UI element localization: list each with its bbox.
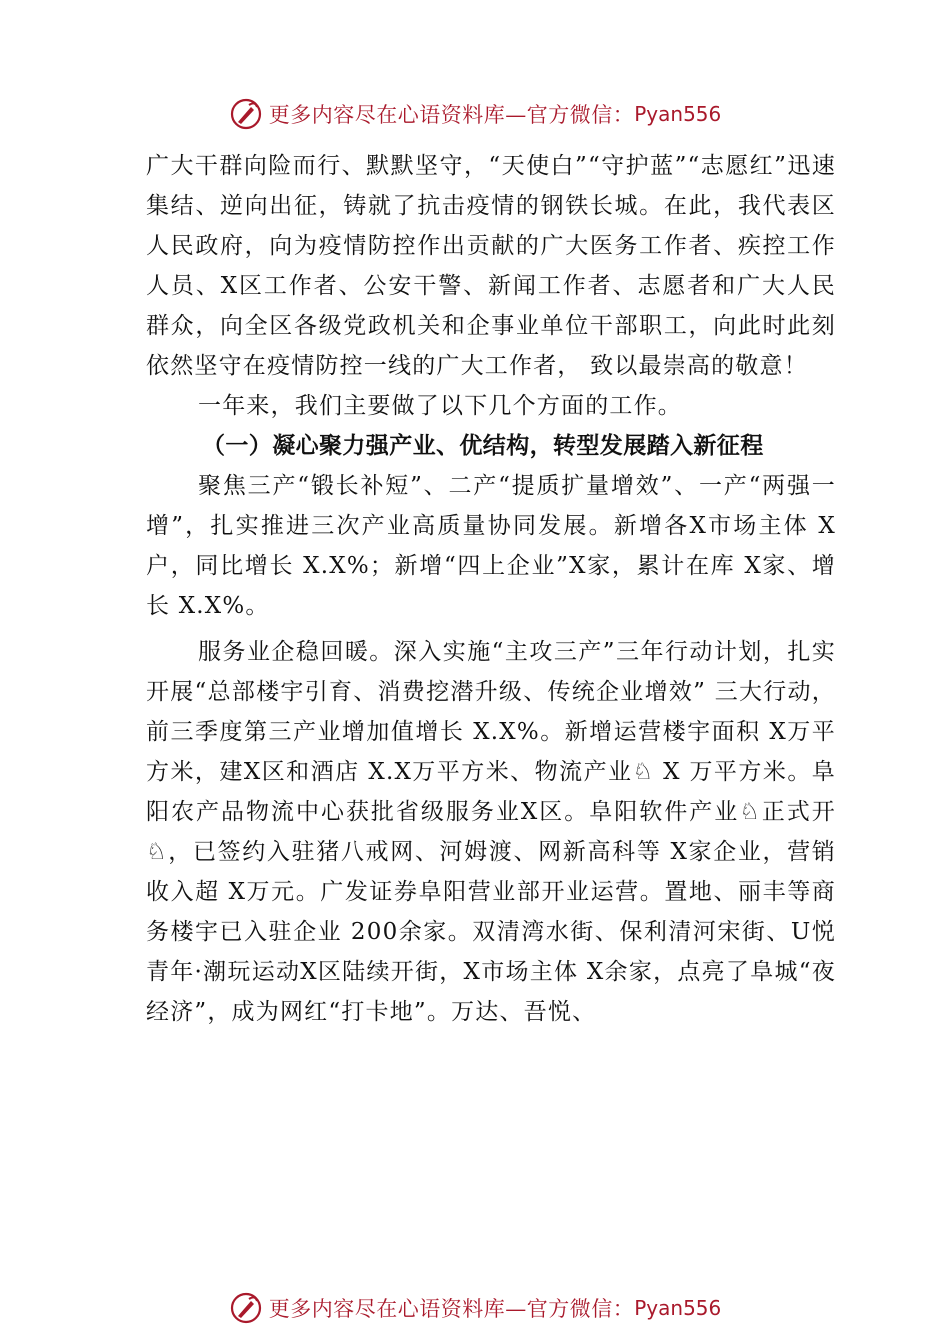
paragraph-services: 服务业企稳回暖。深入实施“主攻三产”三年行动计划，扎实开展“总部楼宇引育、消费挖潜升级、传统企业增效” 三大行动，前三季度第三产业增加值增长 X.X%。新增运营楼宇面积 X万平方米，建X区和酒店 X.X万平方米、物流产业♘ X 万平方米。阜阳农产品物流中心获批省级服务业X区。阜阳软件产业♘正式开♘，已签约入驻猪八戒网、河姆渡、网新高科等 X家企业，营销收入超 X万元。广发证券阜阳营业部开业运营。置地、丽丰等商务楼宇已入驻企业 200余家。双清湾水街、保利清河宋街、U悦青年·潮玩运动X区陆续开街，X市场主体 X余家，点亮了阜城“夜经济”，成为网红“打卡地”。万达、吾悦、: [146, 639, 836, 1025]
paragraph-industry: 聚焦三产“锻长补短”、二产“提质扩量增效”、一产“两强一增”，扎实推进三次产业高质量协同发展。新增各X市场主体 X户，同比增长 X.X%；新增“四上企业”X家，累计在库 X家、增长 X.X%。: [146, 473, 836, 619]
watermark-banner-bottom: [0, 1290, 950, 1326]
watermark-banner-top: [0, 96, 950, 132]
pen-nib-logo-icon: [229, 97, 263, 131]
paragraph-summary: 一年来，我们主要做了以下几个方面的工作。: [198, 393, 682, 419]
pen-nib-logo-icon: [229, 1291, 263, 1325]
banner-wechat-id: Pyan556: [634, 102, 722, 126]
section-heading: （一）凝心聚力强产业、优结构，转型发展踏入新征程: [202, 432, 764, 459]
banner-wechat-id: Pyan556: [634, 1296, 722, 1320]
banner-text: 更多内容尽在心语资料库—官方微信：: [268, 103, 635, 127]
banner-text: 更多内容尽在心语资料库—官方微信：: [268, 1297, 635, 1321]
document-body: [146, 146, 836, 1032]
paragraph-intro: 广大干群向险而行、默默坚守，“天使白”“守护蓝”“志愿红”迅速集结、逆向出征，铸就了抗击疫情的钢铁长城。在此，我代表区人民政府，向为疫情防控作出贡献的广大医务工作者、疾控工作人员、X区工作者、公安干警、新闻工作者、志愿者和广大人民群众，向全区各级党政机关和企事业单位干部职工，向此时此刻依然坚守在疫情防控一线的广大工作者， 致以最崇高的敬意！: [146, 153, 836, 379]
